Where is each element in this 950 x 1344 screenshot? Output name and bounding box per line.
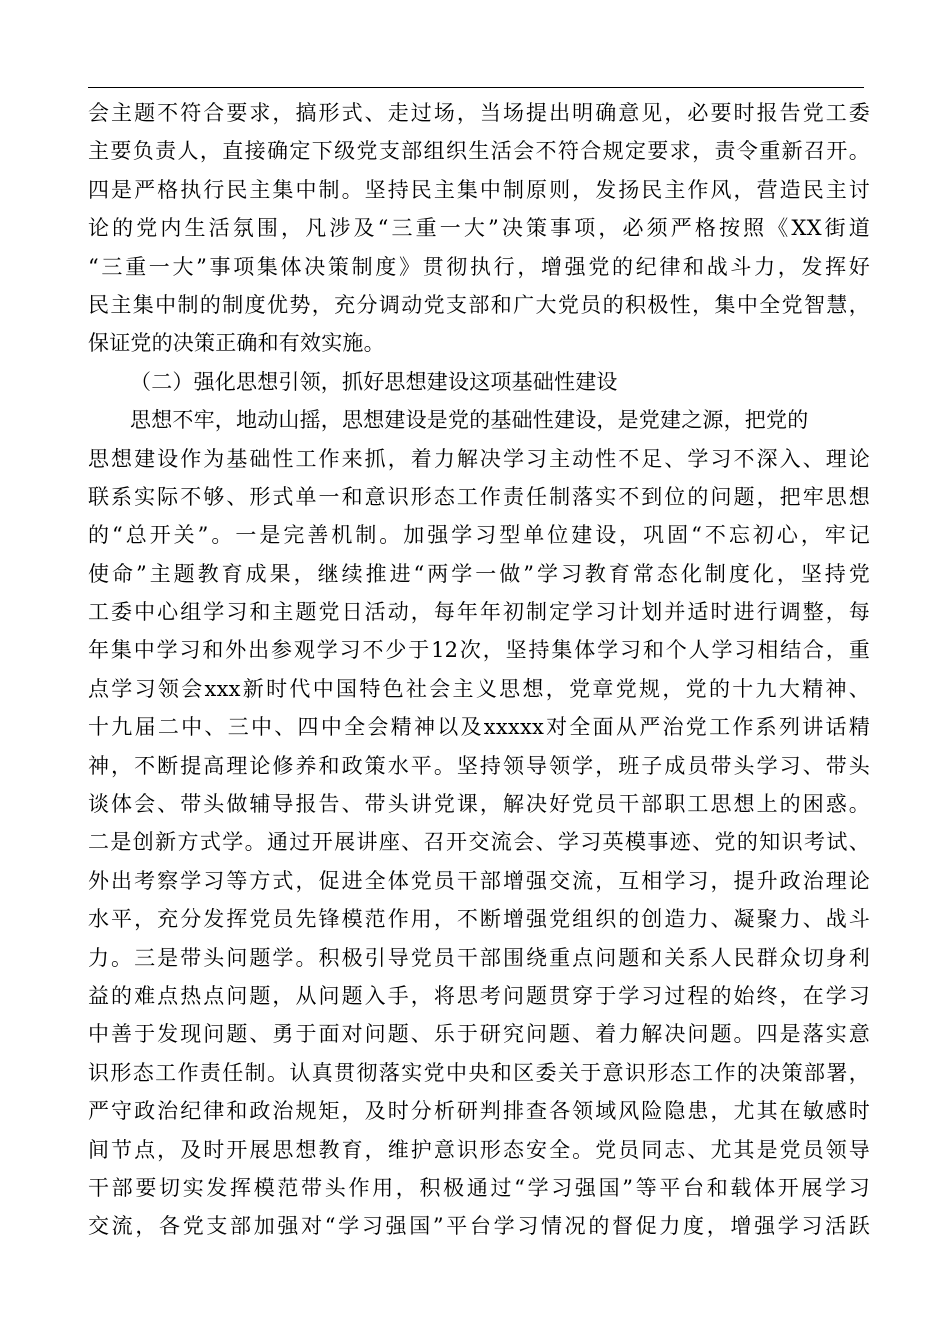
- text-line: 干部要切实发挥模范带头作用，积极通过“学习强国”等平台和载体开展学习: [88, 1175, 870, 1200]
- text-line: 谈体会、带头做辅导报告、带头讲党课，解决好党员干部职工思想上的困惑。: [88, 792, 870, 817]
- text-line: 联系实际不够、形式单一和意识形态工作责任制落实不到位的问题，把牢思想: [88, 484, 870, 509]
- header-rule: [88, 87, 864, 88]
- text-line: 严守政治纪律和政治规矩，及时分析研判排查各领域风险隐患，尤其在敏感时: [88, 1099, 870, 1124]
- text-line: 水平，充分发挥党员先锋模范作用，不断增强党组织的创造力、凝聚力、战斗: [88, 907, 870, 932]
- text-line: 民主集中制的制度优势，充分调动党支部和广大党员的积极性，集中全党智慧，: [88, 292, 870, 317]
- text-line: 中善于发现问题、勇于面对问题、乐于研究问题、着力解决问题。四是落实意: [88, 1022, 870, 1047]
- text-line: 工委中心组学习和主题党日活动，每年年初制定学习计划并适时进行调整，每: [88, 600, 870, 625]
- text-line: 主要负责人，直接确定下级党支部组织生活会不符合规定要求，责令重新召开。: [88, 139, 870, 164]
- text-line: 识形态工作责任制。认真贯彻落实党中央和区委关于意识形态工作的决策部署，: [88, 1060, 870, 1085]
- text-line: 四是严格执行民主集中制。坚持民主集中制原则，发扬民主作风，营造民主讨: [88, 177, 870, 202]
- text-line: 的“总开关”。一是完善机制。加强学习型单位建设，巩固“不忘初心，牢记: [88, 523, 870, 548]
- document-body: [88, 94, 870, 1246]
- text-line: 二是创新方式学。通过开展讲座、召开交流会、学习英模事迹、党的知识考试、: [88, 830, 870, 855]
- text-line: 年集中学习和外出参观学习不少于12次，坚持集体学习和个人学习相结合，重: [88, 638, 870, 663]
- text-line: 间节点，及时开展思想教育，维护意识形态安全。党员同志、尤其是党员领导: [88, 1137, 870, 1162]
- text-line: 论的党内生活氛围，凡涉及“三重一大”决策事项，必须严格按照《XX街道: [88, 216, 870, 241]
- text-line: “三重一大”事项集体决策制度》贯彻执行，增强党的纪律和战斗力，发挥好: [88, 254, 870, 279]
- text-line: 保证党的决策正确和有效实施。: [88, 331, 385, 356]
- text-line: 十九届二中、三中、四中全会精神以及xxxxx对全面从严治党工作系列讲话精: [88, 715, 870, 740]
- text-line: 会主题不符合要求，搞形式、走过场，当场提出明确意见，必要时报告党工委: [88, 101, 870, 125]
- text-line: 力。三是带头问题学。积极引导党员干部围绕重点问题和关系人民群众切身利: [88, 945, 870, 970]
- text-line: 神，不断提高理论修养和政策水平。坚持领导领学，班子成员带头学习、带头: [88, 753, 870, 778]
- text-line: 交流，各党支部加强对“学习强国”平台学习情况的督促力度，增强学习活跃: [88, 1214, 870, 1239]
- text-line: 思想不牢，地动山摇，思想建设是党的基础性建设，是党建之源，把党的: [130, 408, 809, 433]
- text-line: 益的难点热点问题，从问题入手，将思考问题贯穿于学习过程的始终，在学习: [88, 983, 870, 1008]
- text-line: 点学习领会xxx新时代中国特色社会主义思想，党章党规，党的十九大精神、: [88, 676, 870, 701]
- text-line: 思想建设作为基础性工作来抓，着力解决学习主动性不足、学习不深入、理论: [88, 446, 870, 471]
- text-line: 使命”主题教育成果，继续推进“两学一做”学习教育常态化制度化，坚持党: [88, 561, 870, 586]
- section-heading: （二）强化思想引领，抓好思想建设这项基础性建设: [130, 369, 618, 394]
- text-line: 外出考察学习等方式，促进全体党员干部增强交流，互相学习，提升政治理论: [88, 868, 870, 893]
